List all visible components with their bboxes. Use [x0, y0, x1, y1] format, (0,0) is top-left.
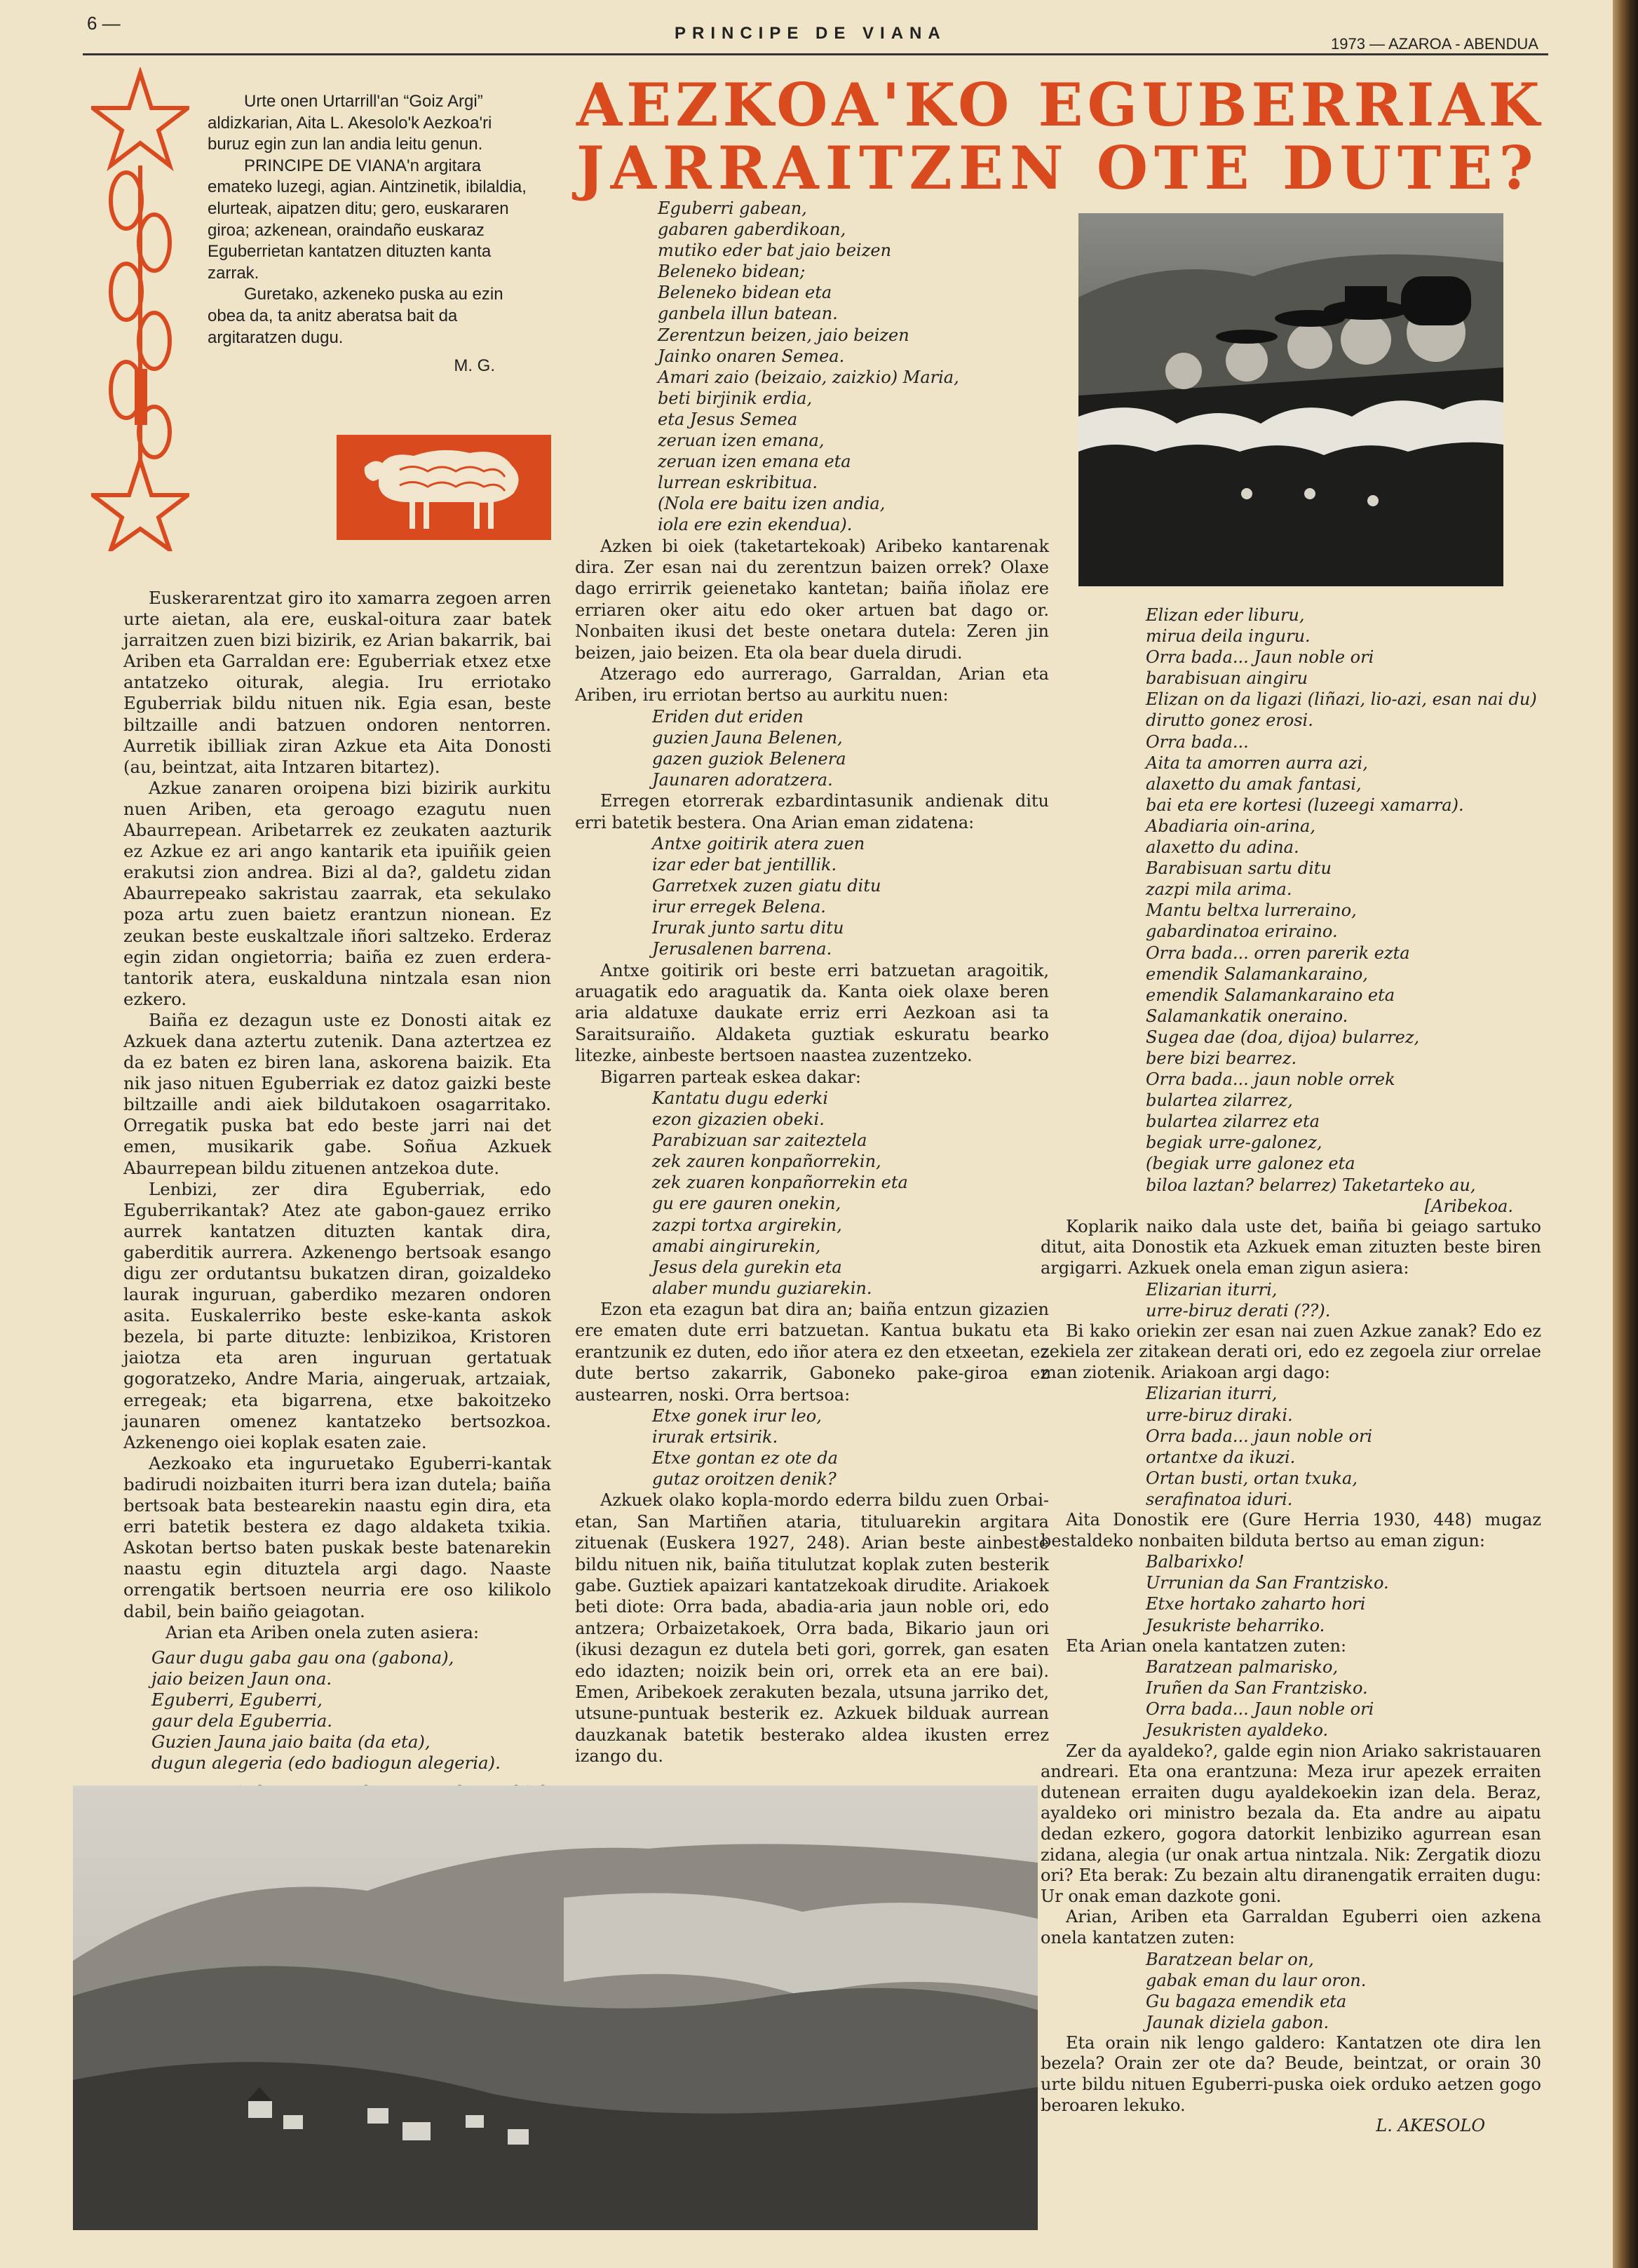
sheep-woodcut-image	[337, 435, 551, 540]
verse-line: alaxetto du adina.	[1146, 837, 1299, 858]
verse-line: Jesukriste beharriko.	[1146, 1615, 1325, 1635]
journal-name: PRINCIPE DE VIANA	[675, 24, 947, 43]
verse-line: zeruan izen emana eta	[658, 452, 851, 472]
verse-line: bere bizi bearrez.	[1146, 1048, 1297, 1068]
verse-line: Jaunak diziela gabon.	[1146, 2012, 1329, 2032]
verse-line: ganbela illun batean.	[658, 304, 838, 324]
verse-line: zazpi mila arima.	[1146, 879, 1292, 900]
verse-line: bulartea zilarrez eta	[1146, 1112, 1320, 1132]
verse-line: bai eta ere kortesi (luzeegi xamarra).	[1146, 795, 1464, 815]
verse-line: Barabisuan sartu ditu	[1146, 858, 1332, 879]
verse-line: iola ere ezin ekendua).	[658, 515, 853, 535]
verse-line: gabaren gaberdikoan,	[658, 220, 846, 240]
col2-paragraph: Azkuek olako kopla-mordo ederra bildu zuen Orbai-etan, San Martiñen ataria, tituluarekin argitara zituenak (Euskera 1927, 248). Arian beste ainbeste bildu nituen nik, baiña titulutzat koplak zuten besterik gabe. Guztiek apaizari kantatzekoak dirudite. Ariakoek beti diote: Orra bada, abadia-aria jaun noble ori, edo antzera; Orbaizetakoek, Orra bada, Bikario jaun ori (ikusi dezagun ez dutela beti gori, gorrek, gan esaten edo idazten; noizik bein ori, orrek eta an ere bai). Emen, Aribekoek zerakuten bezala, utsuna jarriko det, utsune-puntuak besterik ez. Azkuek bilduak aurrean dauzkanak batetik besterako aldea ikusten errez izango du.	[575, 1490, 1049, 1767]
col2-verse	[575, 1405, 1049, 1490]
col2-verse-opening	[575, 198, 1049, 536]
author-signature: L. AKESOLO	[1376, 2116, 1485, 2136]
verse-line: Abadiaria oin-arina,	[1146, 816, 1315, 836]
verse-line: Elizan eder liburu,	[1146, 605, 1305, 625]
verse-line: gutaz oroitzen denik?	[652, 1469, 837, 1490]
verse-line: (begiak urre galonez eta	[1146, 1154, 1355, 1174]
verse-line: Antxe goitirik atera zuen	[652, 833, 865, 853]
col3-verse	[1041, 1279, 1541, 1321]
verse-line: Aita ta amorren aurra azi,	[1146, 752, 1368, 773]
col3-verse-top	[1041, 605, 1541, 1217]
verse-line: Mantu beltxa lurreraino,	[1146, 900, 1357, 921]
col1-paragraph: Baiña ez dezagun uste ez Donosti aitak ez Azkuek dana aztertu zutenik. Dana aztertzea ez da ez baten ez biren lana, askorena baizik. Eta nik jaso nituen Eguberriak ez datoz gaizki beste biltzaille andi aiek bildutakoen osagarritako. Orregatik puska bat edo beste jarri nai det emen, musikarik gabe. Soñua Azkuek Abaurrepean bildu zituenen antzekoa dute.	[123, 1009, 551, 1178]
verse-line: (Nola ere baitu izen andia,	[658, 494, 886, 514]
verse-line: zeruan izen emana,	[658, 431, 825, 451]
verse-line: amabi aingirurekin,	[652, 1236, 821, 1256]
verse-line: dugun alegeria (edo badiogun alegeria).	[151, 1753, 501, 1774]
issue-date: 1973 — AZAROA - ABENDUA	[1331, 35, 1538, 53]
verse-line: ortantxe da ikuzi.	[1146, 1447, 1296, 1467]
verse-line: [Aribekoa.	[1424, 1196, 1513, 1216]
col3-verse	[1041, 1949, 1541, 2033]
verse-line: Guzien Jauna jaio baita (da eta),	[151, 1732, 431, 1753]
verse-line: jaio beizen Jaun ona.	[151, 1668, 332, 1689]
verse-line: Jesus dela gurekin eta	[652, 1257, 842, 1277]
verse-line: Irurak junto sartu ditu	[652, 918, 844, 938]
verse-line: gabardinatoa eriraino.	[1146, 922, 1338, 942]
verse-line: Baratzean palmarisko,	[1146, 1657, 1339, 1678]
col2-verse	[575, 1088, 1049, 1299]
col3-verse	[1041, 1656, 1541, 1741]
verse-line: Orra bada... jaun noble orrek	[1146, 1069, 1395, 1090]
verse-line: alaxetto du amak fantasi,	[1146, 774, 1362, 794]
intro-paragraph: PRINCIPE DE VIANA'n argitara emateko luzegi, agian. Aintzinetik, ibilaldia, elurteak, aipatzen ditu; gero, euskararen giroa; azkenean, oraindaño euskaraz Eguberrietan kantatzen dituzten kanta zarrak.	[208, 156, 527, 283]
col2-verse	[575, 706, 1049, 790]
verse-line: Beleneko bidean;	[658, 262, 806, 282]
verse-line: Elizarian iturri,	[1146, 1279, 1278, 1300]
verse-line: Ortan busti, ortan txuka,	[1146, 1468, 1358, 1488]
book-spine	[1613, 0, 1638, 2268]
verse-line: begiak urre-galonez,	[1146, 1133, 1322, 1153]
verse-line: mutiko eder bat jaio beizen	[658, 241, 892, 261]
article-column-2	[575, 198, 1049, 1767]
verse-line: Orra bada... Jaun noble ori	[1146, 647, 1374, 668]
verse-line: irur erregek Belena.	[652, 897, 826, 917]
verse-line: Jerusalenen barrena.	[652, 939, 832, 959]
col3-paragraph: Bi kako oriekin zer esan nai zuen Azkue zanak? Edo ez zekiela zer zitakean derati ori, edo ez zegoela ziur orrelae man ziotenik. Ariakoan argi dago:	[1041, 1321, 1541, 1382]
verse-line: Jainko onaren Semea.	[658, 346, 845, 366]
verse-line: biloa laztan? belarrez) Taketarteko au,	[1146, 1175, 1476, 1195]
verse-line: urre-biruz diraki.	[1146, 1405, 1293, 1425]
verse-line: Parabizuan sar zaiteztela	[652, 1130, 867, 1151]
col3-paragraph: Zer da ayaldeko?, galde egin nion Ariako sakristauaren andreari. Eta ona erantzuna: Meza irur apezek erraiten dutenean erraiten dugu ayaldekoekin izan dela. Beraz, ayaldeko ori ministro bezala da. Eta andre au aipatu dedan ezkero, gogora datorkit lenbiziko agurrean esan zidana, alegia (ur onak artua nintzala. Nik: Zergatik diozu ori? Eta berak: Zu bezain altu diranengatik erraiten dugu: Ur onak eman dazkote goni.	[1041, 1741, 1541, 1906]
verse-line: Balbarixko!	[1146, 1552, 1245, 1572]
col3-paragraph: Eta orain nik lengo galdero: Kantatzen ote dira len bezela? Orain zer ote da? Beude, beintzat, or orain 30 urte bildu nituen Eguberri-puska oiek orduko aetzen gogo beroaren lekuko.	[1041, 2032, 1541, 2115]
page-number: 6 —	[87, 13, 121, 34]
col3-paragraph: Aita Donostik ere (Gure Herria 1930, 448) mugaz bestaldeko nonbaiten bilduta bertso au eman zigun:	[1041, 1510, 1541, 1551]
verse-line: Amari zaio (beizaio, zaizkio) Maria,	[658, 367, 959, 387]
verse-line: Eguberri, Eguberri,	[151, 1689, 323, 1710]
verse-line: Jesukristen ayaldeko.	[1146, 1720, 1329, 1741]
verse-line: Baratzean belar on,	[1146, 1949, 1314, 1969]
verse-line: lurrean eskribitua.	[658, 473, 818, 493]
col3-paragraph: Eta Arian onela kantatzen zuten:	[1066, 1635, 1347, 1656]
intro-signature: M. G.	[454, 356, 495, 376]
landscape-valley-photo	[73, 1786, 1038, 2230]
verse-line: emendik Salamankaraino,	[1146, 964, 1368, 984]
col1-paragraph: Euskerarentzat giro ito xamarra zegoen arren urte aietan, ala ere, euskal-oitura zaar batek jarraitzen zuen bizi bizirik, ez Arian bakarrik, bai Ariben eta Garraldan ere: Eguberriak etxez etxe antatzeko oiturak, alegia. Iru erriotako Eguberriak bildu nituen nik. Egia esan, beste biltzaille andi batzuen ondoren nentorren. Aurretik ibilliak ziran Azkue eta Aita Donosti (au, beintzat, aita Intzaren bitartez).	[123, 588, 551, 777]
article-title-line1: AEZKOA'KO EGUBERRIAK	[576, 70, 1544, 140]
men-in-traditional-costume-photo	[1078, 213, 1503, 586]
verse-line: Iruñen da San Frantzisko.	[1146, 1678, 1368, 1699]
col3-verse	[1041, 1383, 1541, 1510]
verse-line: Zerentzun beizen, jaio beizen	[658, 325, 909, 345]
verse-line: mirua deila inguru.	[1146, 626, 1311, 647]
verse-line: Beleneko bidean eta	[658, 283, 832, 303]
article-column-3	[1041, 605, 1541, 2137]
verse-line: gabak eman du laur oron.	[1146, 1970, 1367, 1990]
verse-line: Gaur dugu gaba gau ona (gabona),	[151, 1647, 454, 1668]
verse-line: zek zuaren konpañorrekin eta	[652, 1173, 908, 1193]
verse-line: gazen guziok Belenera	[652, 748, 846, 769]
verse-line: Urrunian da San Frantzisko.	[1146, 1573, 1389, 1593]
col1-verse	[123, 1647, 551, 1774]
verse-line: bulartea zilarrez,	[1146, 1091, 1293, 1111]
intro-paragraph: Guretako, azkeneko puska au ezin obea da, ta anitz aberatsa bait da argitaratzen dugu.	[208, 285, 503, 347]
verse-line: Etxe gonek irur leo,	[652, 1405, 822, 1426]
intro-paragraph: Urte onen Urtarrill'an “Goiz Argi” aldizkarian, Aita L. Akesolo'k Aezkoa'ri buruz egin zun lan andia leitu genun.	[208, 92, 492, 154]
header-rule	[83, 53, 1548, 55]
verse-line: Gu bagaza emendik eta	[1146, 1991, 1347, 2011]
verse-line: Orra bada... Jaun noble ori	[1146, 1699, 1374, 1720]
ornament-vine-icon	[91, 67, 189, 551]
verse-line: Etxe gontan ez ote da	[652, 1448, 838, 1469]
verse-line: barabisuan aingiru	[1146, 668, 1308, 689]
article-title-line2: JARRAITZEN OTE DUTE?	[576, 133, 1540, 203]
verse-line: guzien Jauna Belenen,	[652, 727, 843, 748]
col2-paragraph: Bigarren parteak eskea dakar:	[600, 1067, 861, 1087]
verse-line: gu ere gauren onekin,	[652, 1194, 841, 1214]
verse-line: Garretxek zuzen giatu ditu	[652, 876, 881, 896]
col2-paragraph: Ezon eta ezagun bat dira an; baiña entzun gizazien ere ematen dute erri batzuetan. Kantua bukatu eta erantzunik ez duten, edo iñor atera ez den etxeetan, ez dute bertso zakarrik, Gaboneko pake-giroa ez austearren, noski. Orra bertsoa:	[575, 1299, 1049, 1405]
verse-line: Elizan on da ligazi (liñazi, lio-azi, esan nai du)	[1146, 689, 1537, 710]
verse-line: Jaunaren adoratzera.	[652, 770, 833, 790]
verse-line: izar eder bat jentillik.	[652, 855, 837, 875]
col3-paragraph: Koplarik naiko dala uste det, baiña bi geiago sartuko ditut, aita Donostik eta Azkuek eman zituzten beste biren argigarri. Azkuek onela eman zigun asiera:	[1041, 1216, 1541, 1278]
article-column-1	[123, 588, 551, 1888]
verse-line: urre-biruz derati (??).	[1146, 1300, 1331, 1321]
verse-line: dirutto gonez erosi.	[1146, 710, 1313, 731]
col2-paragraph: Antxe goitirik ori beste erri batzuetan aragoitik, aruagatik edo araguatik da. Kanta oiek olaxe beren aria aldatuxe daukate erriz erri Aezkoan asi ta Saraitsuraiño. Aldaketa guztiak eskuratu bearko litezke, ainbeste bertsoen naastea zuzentzeko.	[575, 960, 1049, 1066]
verse-line: Kantatu dugu ederki	[652, 1088, 829, 1108]
verse-line: zek zauren konpañorrekin,	[652, 1152, 881, 1172]
verse-line: Orra bada... jaun noble ori	[1146, 1426, 1373, 1446]
col1-paragraph: Arian eta Ariben onela zuten asiera:	[165, 1621, 480, 1642]
verse-line: zazpi tortxa argirekin,	[652, 1215, 842, 1235]
verse-line: Orra bada... orren parerik ezta	[1146, 943, 1410, 963]
verse-line: alaber mundu guziarekin.	[652, 1278, 872, 1298]
col2-paragraph: Azken bi oiek (taketartekoak) Aribeko kantarenak dira. Zer esan nai du zerentzun baizen orrek? Olaxe dago errirrik geienetako kantetan; baiña iñolaz ere erriaren oker aitu edo oker artuen bat dago or. Nonbaiten ikusi det beste onetara dutela: Zeren jin beizen, jaio beizen. Eta ola bear duela dirudi.	[575, 536, 1049, 663]
verse-line: Orra bada...	[1146, 731, 1249, 752]
col2-paragraph: Erregen etorrerak ezbardintasunik andienak ditu erri batetik bestera. Ona Arian eman zidatena:	[575, 791, 1049, 832]
verse-line: Etxe hortako zaharto hori	[1146, 1594, 1366, 1614]
col2-verse	[575, 833, 1049, 960]
verse-line: ezon gizazien obeki.	[652, 1109, 825, 1130]
verse-line: beti birjinik erdia,	[658, 388, 813, 408]
verse-line: Salamankatik oneraino.	[1146, 1006, 1348, 1026]
verse-line: Sugea dae (doa, dijoa) bularrez,	[1146, 1027, 1420, 1047]
col3-paragraph: Arian, Ariben eta Garraldan Eguberri oien azkena onela kantatzen zuten:	[1041, 1907, 1541, 1948]
col1-paragraph: Aezkoako eta inguruetako Eguberri-kantak badirudi noizbaiten iturri bera izan dutela; baiña bertsoak bata bestearekin naastu egin dira, eta erri batetik bestera ez dago aldaketa txikia. Askotan bertso baten puskak beste batenarekin naastu egin dituztela argi dago. Naaste orrengatik bertsoen neurria ere oso kilikolo dabil, bein baiño geiagotan.	[123, 1452, 551, 1621]
verse-line: emendik Salamankaraino eta	[1146, 985, 1395, 1005]
verse-line: Eguberri gabean,	[658, 198, 807, 218]
col1-paragraph: Lenbizi, zer dira Eguberriak, edo Eguberrikantak? Atez ate gabon-gauez erriko aurrek kantatzen dituzten kantak dira, gaberditik aurrera. Azkenengo bertsoak esango digu zer ordutantsu bukatzen diran, goizaldeko laurak inguruan, gaberdiko mezaren ondoren asita. Euskalerriko beste eske-kanta askok bezela, bi parte dituzte: lenbizikoa, Kristoren jaiotza eta aren inguruan gertatuak gogoratzeko, Andre Maria, aingeruak, artzaiak, erregeak; eta bigarrena, etxe bakoitzeko jaunaren omenez kantatzeko bertsozkoa. Azkenengo oiei koplak esaten zaie.	[123, 1178, 551, 1452]
verse-line: gaur dela Eguberria.	[151, 1710, 333, 1731]
col2-paragraph: Atzerago edo aurrerago, Garraldan, Arian eta Ariben, iru erriotan bertso au aurkitu nuen:	[575, 663, 1049, 706]
verse-line: Eriden dut eriden	[652, 706, 804, 727]
verse-line: irurak ertsirik.	[652, 1427, 778, 1447]
verse-line: serafinatoa iduri.	[1146, 1489, 1293, 1509]
col3-verse	[1041, 1551, 1541, 1635]
verse-line: Elizarian iturri,	[1146, 1384, 1278, 1404]
verse-line: eta Jesus Semea	[658, 409, 798, 429]
col1-paragraph: Azkue zanaren oroipena bizi bizirik aurkitu nuen Ariben, eta geroago ezagutu nuen Abaurrepean. Aribetarrek ez zeukaten aazturik ez Azkue ez ari ango kantarik eta ipuiñik geien erakutsi zion andrea. Bizi al da?, galdetu zidan Abaurrepeako sakristau zaarrak, eta sekulako poza artu zuen baietz erantzun nionean. Ez zeukan beste euskaltzale iñori saltzeko. Erderaz egin zidan ongietorria; baiña ez zuen erdera-tantorik atera, euskalduna nintzala esan nion ezkero.	[123, 777, 551, 1009]
intro-text	[208, 91, 537, 377]
